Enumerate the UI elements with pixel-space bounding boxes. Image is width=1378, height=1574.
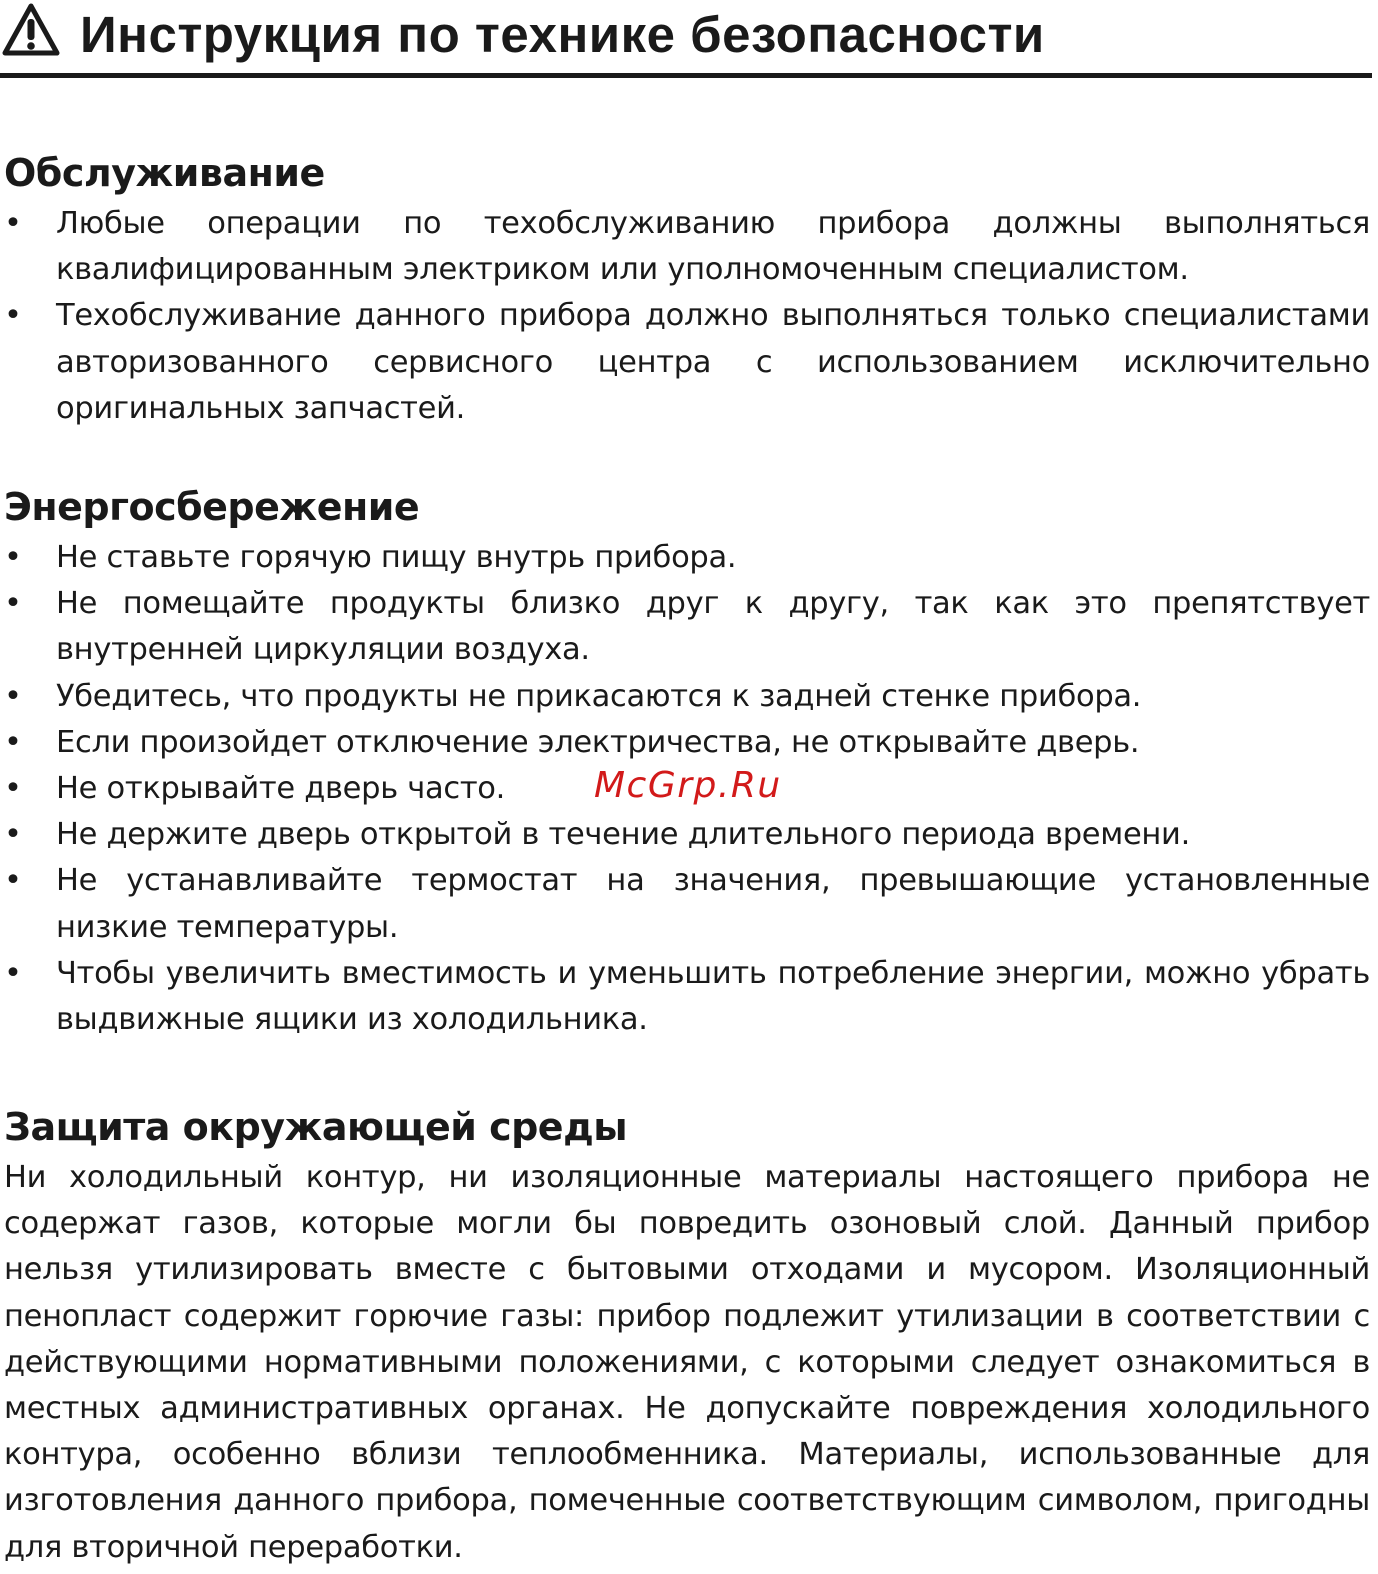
list-item-text: Не помещайте продукты близко друг к другу, так как это препятствует внутренней циркуляции воздуха. bbox=[56, 586, 1370, 668]
environment-paragraph: Ни холодильный контур, ни изоляционные материалы настоящего прибора не содержат газов, которые могли бы повредить озоновый слой. Данный прибор нельзя утилизировать вместе с бытовыми отходами и мусором. Изоляционный пенопласт содержит горючие газы: прибор подлежит утилизации в соответствии с действующими нормативными положениями, с которыми следует ознакомиться в местных административных органах. Не допускайте повреждения холодильного контура, особенно вблизи теплообменника. Материалы, использованные для изготовления данного прибора, помеченные соответствующим символом, пригодны для вторичной переработки. bbox=[4, 1160, 1370, 1565]
page-header bbox=[0, 0, 1372, 78]
bullet-icon: • bbox=[4, 540, 22, 575]
list-item bbox=[0, 951, 1370, 1043]
bullet-icon: • bbox=[4, 298, 22, 334]
list-item bbox=[0, 201, 1370, 293]
list-item bbox=[0, 720, 1370, 766]
bullet-icon: • bbox=[4, 678, 22, 714]
bullet-icon: • bbox=[4, 863, 22, 899]
section-title-maintenance: Обслуживание bbox=[4, 151, 325, 195]
list-item-text: Не держите дверь открытой в течение длительного периода времени. bbox=[56, 817, 1190, 853]
list-item bbox=[0, 812, 1370, 858]
bullet-icon: • bbox=[4, 724, 22, 760]
list-item-text: Если произойдет отключение электричества, не открывайте дверь. bbox=[56, 724, 1140, 760]
section-title-energy: Энергосбережение bbox=[4, 485, 420, 529]
list-item-text: Техобслуживание данного прибора должно выполняться только специалистами авторизованного сервисного центра с использованием исключительно оригинальных запчастей. bbox=[56, 298, 1370, 426]
list-item bbox=[0, 858, 1370, 950]
bullet-icon: • bbox=[4, 955, 22, 991]
list-item-text: Убедитесь, что продукты не прикасаются к задней стенке прибора. bbox=[56, 678, 1142, 714]
list-item-text: Не открывайте дверь часто. bbox=[56, 771, 506, 807]
list-item bbox=[0, 293, 1370, 432]
bullet-icon: • bbox=[4, 817, 22, 853]
page-title: Инструкция по технике безопасности bbox=[80, 6, 1045, 63]
maintenance-list bbox=[0, 201, 1370, 432]
list-item-text: Не устанавливайте термостат на значения, превышающие установленные низкие температуры. bbox=[56, 863, 1370, 945]
bullet-icon: • bbox=[4, 771, 22, 807]
section-title-environment: Защита окружающей среды bbox=[4, 1105, 628, 1149]
watermark: McGrp.Ru bbox=[594, 765, 782, 806]
list-item bbox=[0, 674, 1370, 720]
list-item-text: Чтобы увеличить вместимость и уменьшить потребление энергии, можно убрать выдвижные ящики из холодильника. bbox=[56, 955, 1370, 1038]
bullet-icon: • bbox=[4, 586, 22, 622]
list-item bbox=[0, 535, 1370, 581]
list-item bbox=[0, 581, 1370, 673]
warning-triangle-icon bbox=[2, 2, 60, 58]
list-item-text: Любые операции по техобслуживанию прибора должны выполняться квалифицированным электриком или уполномоченным специалистом. bbox=[56, 206, 1370, 288]
bullet-icon: • bbox=[4, 206, 22, 241]
list-item-text: Не ставьте горячую пищу внутрь прибора. bbox=[56, 540, 737, 575]
